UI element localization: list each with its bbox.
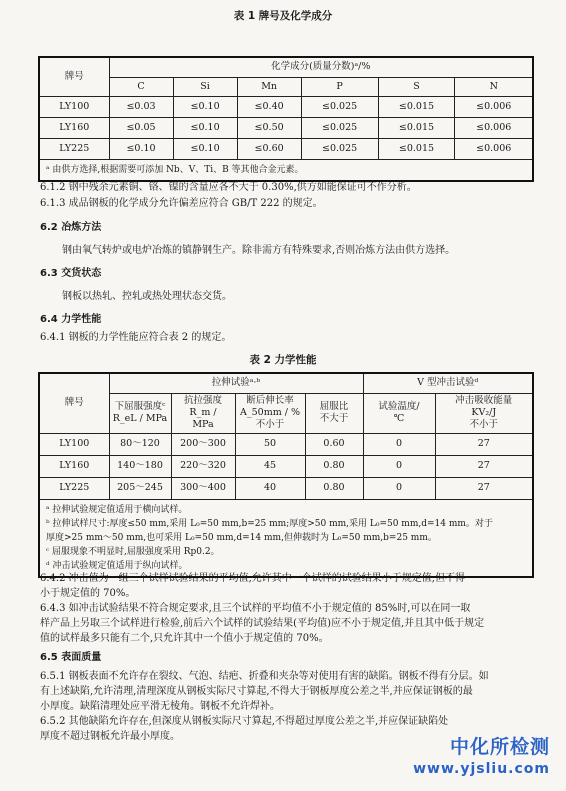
table2-col-energy (435, 393, 533, 433)
table-cell: ≤0.10 (173, 117, 237, 138)
table-cell: ≤0.006 (455, 117, 533, 138)
table-cell: 300～400 (171, 477, 235, 499)
table-cell: ≤0.50 (237, 117, 301, 138)
table-cell: ≤0.60 (237, 138, 301, 159)
col-elong-line2: A_50mm / % (240, 407, 300, 418)
paragraph-6-4-2 (40, 571, 535, 646)
table-row (39, 455, 533, 477)
col-elong-line3: 不小于 (255, 419, 285, 430)
table-cell: 200～300 (171, 433, 235, 455)
table-cell: LY225 (39, 138, 109, 159)
col-yield-line1: 下屈服强度ᶜ (114, 401, 166, 412)
col-ratio-line1: 屈服比 (319, 401, 349, 412)
col-temp-line2: ℃ (393, 413, 405, 424)
table-cell: 220～320 (171, 455, 235, 477)
table-cell: ≤0.025 (301, 117, 378, 138)
table2-col-tensile (171, 393, 235, 433)
text-line: 有上述缺陷,允许清理,清理深度从钢板实际尺寸算起,不得大于钢板厚度公差之半,并应保证钢板的最 (40, 686, 473, 697)
paragraph-6-1-2: 6.1.2 钢中残余元素铜、铬、镍的含量应各不大于 0.30%,供方如能保证可不作分析。 (40, 182, 417, 193)
table-cell: 0.60 (305, 433, 363, 455)
table-cell: ≤0.10 (173, 96, 237, 117)
table-cell: LY100 (39, 96, 109, 117)
table-cell: ≤0.025 (301, 138, 378, 159)
table1-footnote: ᵃ 由供方选择,根据需要可添加 Nb、V、Ti、B 等其他合金元素。 (39, 159, 533, 181)
col-energy-line2: KV₂/J (471, 407, 497, 418)
text-line: 6.5.1 钢板表面不允许存在裂纹、气泡、结疤、折叠和夹杂等对使用有害的缺陷。钢板不得有分层。如 (40, 671, 489, 682)
table2-grade-header: 牌号 (39, 373, 109, 433)
text-line: 值的试样最多只能有二个,只允许其中一个值小于规定值的 70%。 (40, 633, 329, 644)
col-tensile-line2: R_m / (189, 407, 217, 418)
col-energy-line1: 冲击吸收能量 (455, 395, 513, 406)
table2-footnotes (39, 499, 533, 577)
table-cell: ≤0.025 (301, 96, 378, 117)
table2-footnote: ᶜ 屈服现象不明显时,屈服强度采用 Rp0.2。 (46, 546, 220, 557)
table2-col-temperature (363, 393, 435, 433)
table-row (39, 138, 533, 159)
table1-col-header: C (109, 77, 173, 96)
section-heading-6-4: 6.4 力学性能 (40, 314, 102, 325)
text-line: 小厚度。缺陷清理处应平滑无棱角。钢板不允许焊补。 (40, 701, 280, 712)
table2-footnote: ᵇ 拉伸试样尺寸:厚度≤50 mm,采用 L₀=50 mm,b=25 mm;厚度>50 mm,采用 L₀=50 mm,d=14 mm。对于 (46, 518, 493, 529)
table-cell: 140～180 (109, 455, 171, 477)
table1 (38, 56, 534, 182)
watermark-logo-text: 中化所检测 (449, 736, 550, 758)
text-line: 6.5.2 其他缺陷允许存在,但深度从钢板实际尺寸算起,不得超过厚度公差之半,并应保证缺陷处 (40, 716, 449, 727)
table2-impact-header: V 型冲击试验ᵈ (363, 373, 533, 393)
table-cell: 0 (363, 433, 435, 455)
table1-col-header: Mn (237, 77, 301, 96)
table-cell: 0.80 (305, 477, 363, 499)
table2-title: 表 2 力学性能 (249, 354, 317, 366)
col-ratio-line2: 不大于 (319, 413, 349, 424)
table-cell: LY160 (39, 117, 109, 138)
table-cell: LY100 (39, 433, 109, 455)
table-cell: 205～245 (109, 477, 171, 499)
table1-col-header: N (455, 77, 533, 96)
table-cell: 0 (363, 455, 435, 477)
text-line: 6.4.3 如冲击试验结果不符合规定要求,且三个试样的平均值不小于规定值的 85%时,可以在同一取 (40, 603, 471, 614)
table2-footnote: ᵈ 冲击试验规定值适用于纵向试样。 (46, 560, 188, 571)
table2-footnote: 厚度>25 mm～50 mm,也可采用 L₀=50 mm,d=14 mm,但伸载时为 L₀=50 mm,b=25 mm。 (46, 532, 437, 543)
section-heading-6-5: 6.5 表面质量 (40, 652, 102, 663)
table-cell: 45 (235, 455, 305, 477)
section-heading-6-3: 6.3 交货状态 (40, 268, 102, 279)
text-line: 小于规定值的 70%。 (40, 588, 136, 599)
table-cell: ≤0.015 (378, 138, 455, 159)
section-text-6-3: 钢板以热轧、控轧或热处理状态交货。 (62, 291, 232, 302)
col-energy-line3: 不小于 (469, 419, 498, 430)
paragraph-6-4-1: 6.4.1 钢板的力学性能应符合表 2 的规定。 (40, 332, 232, 343)
table2-col-elongation (235, 393, 305, 433)
table-cell: ≤0.015 (378, 96, 455, 117)
table-cell: ≤0.10 (109, 138, 173, 159)
table2-col-yield (109, 393, 171, 433)
table1-group-header: 化学成分(质量分数)ᵃ/% (109, 57, 533, 77)
table2-tensile-header: 拉伸试验ᵃ·ᵇ (109, 373, 363, 393)
watermark-url: www.yjsliu.com (413, 761, 550, 777)
col-temp-line1: 试验温度/ (378, 401, 420, 412)
table-cell: 0.80 (305, 455, 363, 477)
text-line: 样产品上另取三个试样进行检验,前后六个试样的试验结果(平均值)应不小于规定值,并且其中低于规定 (40, 618, 485, 629)
table-cell: 27 (435, 433, 533, 455)
table2-footnote: ᵃ 拉伸试验规定值适用于横向试样。 (46, 504, 188, 515)
table-cell: LY225 (39, 477, 109, 499)
table1-grade-header: 牌号 (39, 57, 109, 96)
paragraph-6-1-3: 6.1.3 成品钢板的化学成分允许偏差应符合 GB/T 222 的规定。 (40, 198, 323, 209)
table-cell: LY160 (39, 455, 109, 477)
table-row (39, 477, 533, 499)
table-cell: 50 (235, 433, 305, 455)
table1-col-header: P (301, 77, 378, 96)
table-row (39, 433, 533, 455)
col-tensile-line1: 抗拉强度 (183, 395, 222, 406)
table-cell: ≤0.40 (237, 96, 301, 117)
table-cell: ≤0.006 (455, 138, 533, 159)
table-cell: ≤0.006 (455, 96, 533, 117)
table2-col-ratio (305, 393, 363, 433)
col-tensile-line3: MPa (192, 419, 214, 430)
table-cell: 27 (435, 477, 533, 499)
table-cell: ≤0.10 (173, 138, 237, 159)
table1-col-header: S (378, 77, 455, 96)
table-cell: ≤0.03 (109, 96, 173, 117)
table1-title: 表 1 牌号及化学成分 (233, 10, 333, 22)
table-cell: 40 (235, 477, 305, 499)
col-yield-line2: R_eL / MPa (112, 413, 168, 424)
table1-col-header: Si (173, 77, 237, 96)
table-cell: 0 (363, 477, 435, 499)
text-line: 6.4.2 冲击值为一组三个试样试验结果的平均值,允许其中一个试样的试验结果小于规定值,但不得 (40, 573, 465, 584)
table-cell: ≤0.05 (109, 117, 173, 138)
table-row (39, 117, 533, 138)
section-text-6-2: 钢由氧气转炉或电炉冶炼的镇静钢生产。除非需方有特殊要求,否则冶炼方法由供方选择。 (62, 245, 456, 256)
col-elong-line1: 断后伸长率 (246, 395, 294, 406)
text-line: 厚度不超过钢板允许最小厚度。 (40, 731, 180, 742)
table-row (39, 96, 533, 117)
table-cell: ≤0.015 (378, 117, 455, 138)
table-cell: 80～120 (109, 433, 171, 455)
table-cell: 27 (435, 455, 533, 477)
table2 (38, 372, 534, 578)
section-heading-6-2: 6.2 冶炼方法 (40, 222, 102, 233)
